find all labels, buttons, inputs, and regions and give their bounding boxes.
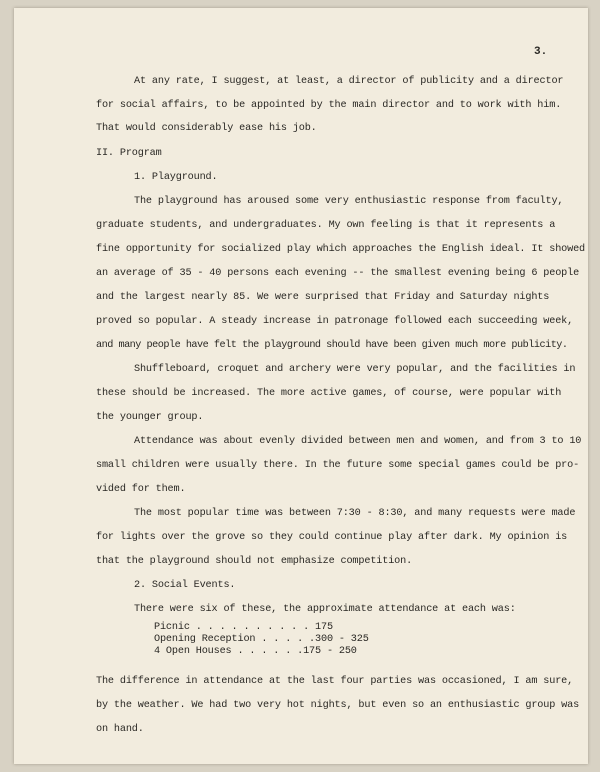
- text-line: small children were usually there. In the future some special games could be pro-: [96, 460, 580, 471]
- typed-text-body: [14, 8, 588, 764]
- text-line: by the weather. We had two very hot nights, but even so an enthusiastic group was: [96, 700, 580, 711]
- attendance-item: Picnic . . . . . . . . . . 175: [154, 622, 333, 633]
- text-line: on hand.: [96, 724, 144, 735]
- text-line: Attendance was about evenly divided between men and women, and from 3 to 10: [134, 436, 582, 447]
- attendance-item: 4 Open Houses . . . . . .175 - 250: [154, 646, 357, 657]
- text-line: and the largest nearly 85. We were surprised that Friday and Saturday nights: [96, 292, 550, 303]
- text-line: The playground has aroused some very enthusiastic response from faculty,: [134, 196, 564, 207]
- text-line: graduate students, and undergraduates. My own feeling is that it represents a: [96, 220, 556, 231]
- page-number: 3.: [534, 46, 548, 58]
- text-line: proved so popular. A steady increase in patronage followed each succeeding week,: [96, 316, 574, 327]
- attendance-item: Opening Reception . . . . .300 - 325: [154, 634, 369, 645]
- text-line: that the playground should not emphasize competition.: [96, 556, 413, 567]
- text-line: for social affairs, to be appointed by the main director and to work with him.: [96, 100, 562, 111]
- text-line: for lights over the grove so they could continue play after dark. My opinion is: [96, 532, 568, 543]
- text-line: the younger group.: [96, 412, 204, 423]
- text-line: an average of 35 - 40 persons each evening -- the smallest evening being 6 people: [96, 268, 580, 279]
- subheading-social-events: 2. Social Events.: [134, 580, 236, 591]
- subheading-playground: 1. Playground.: [134, 172, 218, 183]
- text-line: The difference in attendance at the last four parties was occasioned, I am sure,: [96, 676, 574, 687]
- text-line: and many people have felt the playground should have been given much more publicity.: [96, 340, 568, 351]
- text-line: There were six of these, the approximate attendance at each was:: [134, 604, 516, 615]
- text-line: vided for them.: [96, 484, 186, 495]
- text-line: Shuffleboard, croquet and archery were very popular, and the facilities in: [134, 364, 576, 375]
- text-line: At any rate, I suggest, at least, a director of publicity and a director: [134, 76, 564, 87]
- text-line: fine opportunity for socialized play which approaches the English ideal. It showed: [96, 244, 586, 255]
- text-line: The most popular time was between 7:30 - 8:30, and many requests were made: [134, 508, 576, 519]
- section-heading: II. Program: [96, 148, 162, 159]
- text-line: That would considerably ease his job.: [96, 123, 317, 134]
- document-page: [14, 8, 588, 764]
- text-line: these should be increased. The more active games, of course, were popular with: [96, 388, 562, 399]
